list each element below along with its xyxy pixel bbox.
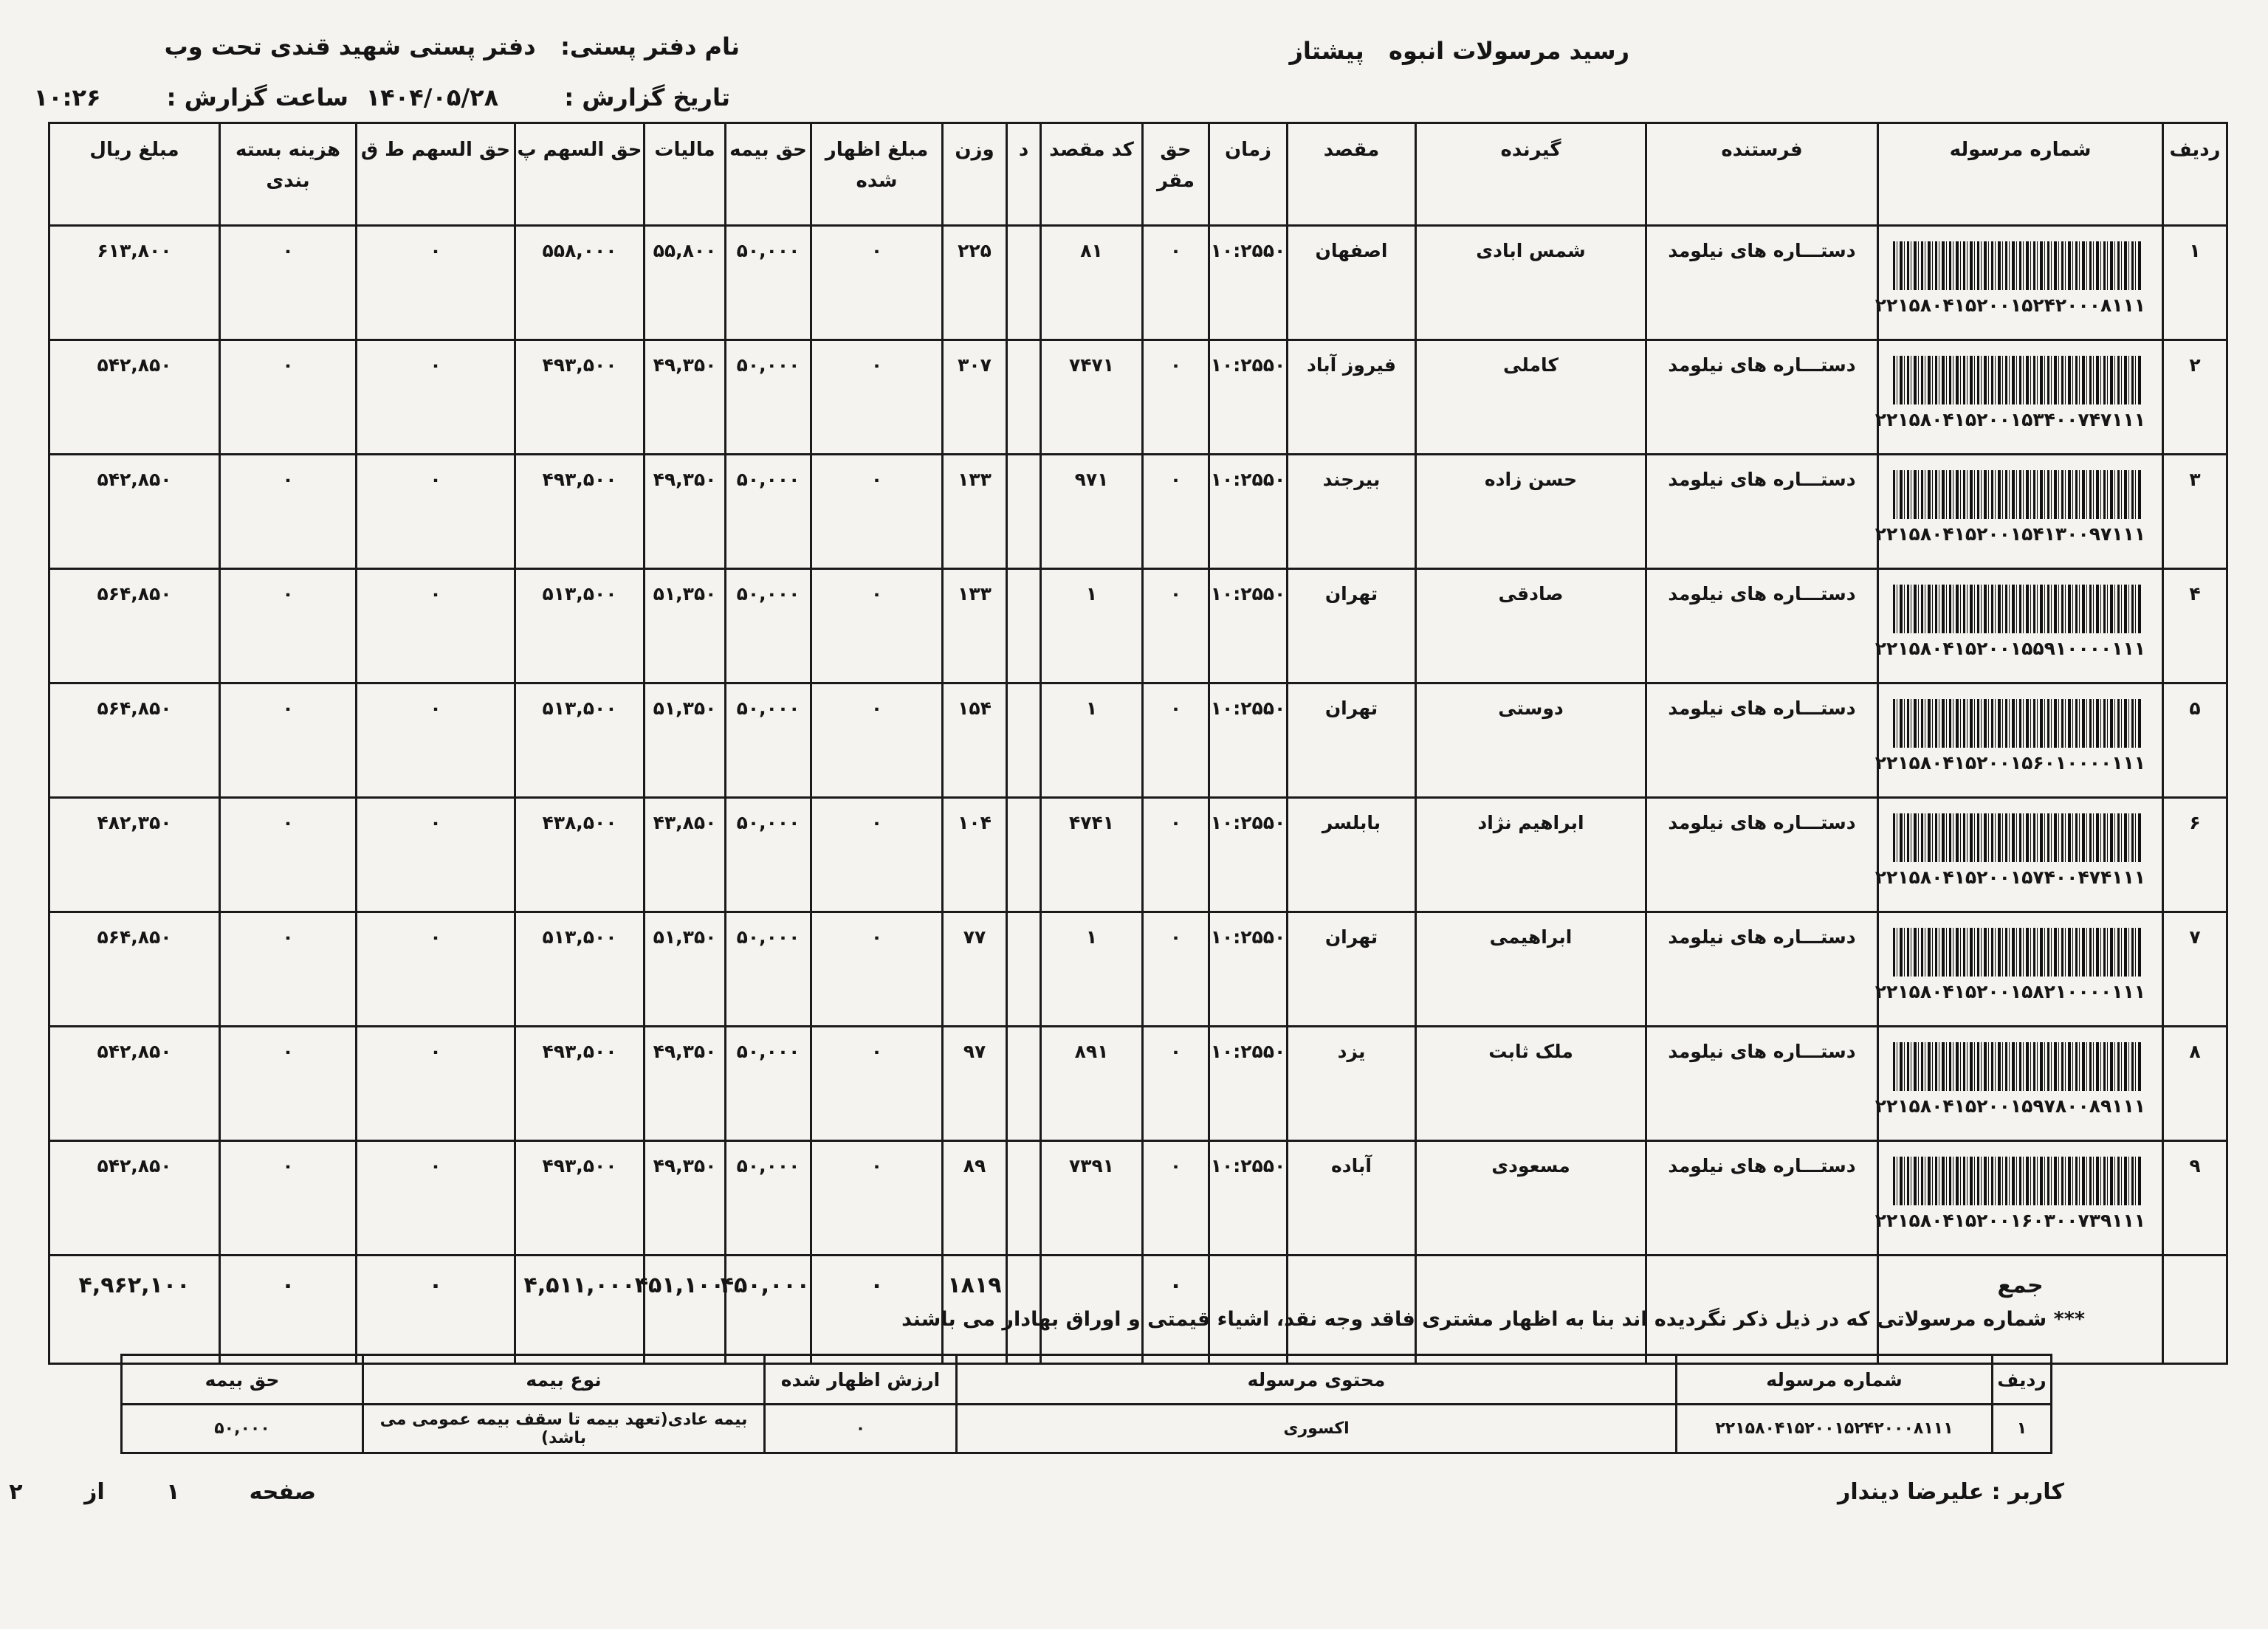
table-cell: ۵۴۲,۸۵۰ — [49, 1027, 220, 1141]
table-cell: ابراهیم نژاد — [1416, 798, 1646, 912]
table-cell: دستـــاره های نیلومد — [1646, 683, 1878, 798]
column-header: مبلغ ریال — [49, 123, 220, 226]
table-cell: ۹ — [2163, 1141, 2227, 1256]
table-cell: ۵۵۸,۰۰۰ — [515, 226, 645, 340]
table-cell: ۵۰,۰۰۰ — [726, 912, 811, 1027]
insurance-column-header: ردیف — [1993, 1355, 2052, 1405]
table-cell: ۲ — [2163, 340, 2227, 455]
table-cell: ۰ — [1143, 1141, 1209, 1256]
table-cell: ۸۹ — [943, 1141, 1007, 1256]
table-cell: ۸ — [2163, 1027, 2227, 1141]
table-cell: ۰ — [811, 569, 943, 683]
shipments-table — [48, 122, 2228, 1365]
user-info — [1838, 1479, 2064, 1505]
table-cell: تهران — [1288, 683, 1416, 798]
table-cell: ۵۱,۳۵۰ — [645, 569, 726, 683]
table-cell: ۵۰,۰۰۰ — [726, 683, 811, 798]
barcode-image — [1893, 1042, 2141, 1091]
table-cell: ۱ — [1041, 912, 1143, 1027]
tracking-number-cell — [1874, 912, 2163, 1027]
table-cell: ملک ثابت — [1416, 1027, 1646, 1141]
insurance-table — [120, 1354, 2052, 1454]
table-cell — [1007, 226, 1041, 340]
insurance-column-header: نوع بیمه — [363, 1355, 765, 1405]
column-header: مالیات — [645, 123, 726, 226]
barcode-image — [1893, 813, 2141, 862]
table-cell: ۴۹۳,۵۰۰ — [515, 455, 645, 569]
table-cell: مسعودی — [1416, 1141, 1646, 1256]
barcode-image — [1893, 699, 2141, 748]
table-cell: ۵۰,۰۰۰ — [726, 1141, 811, 1256]
table-cell: ۴۹۳,۵۰۰ — [515, 340, 645, 455]
barcode-image — [1893, 356, 2141, 404]
insurance-cell: ۰ — [765, 1405, 957, 1453]
receipt-title: رسید مرسولات انبوه پیشتاز — [1289, 37, 1629, 65]
table-cell: ۱۰:۲۵۵۰ — [1209, 683, 1288, 798]
table-row — [49, 569, 2227, 683]
tracking-number: ۲۲۱۵۸۰۴۱۵۲۰۰۱۵۲۴۲۰۰۰۸۱۱۱ — [1874, 295, 2145, 316]
barcode-image — [1893, 1157, 2141, 1205]
table-row — [49, 226, 2227, 340]
column-header: حق مقر — [1143, 123, 1209, 226]
column-header: شماره مرسوله — [1878, 123, 2163, 226]
table-cell: ۱۰:۲۵۵۰ — [1209, 455, 1288, 569]
table-cell: ۵۱,۳۵۰ — [645, 683, 726, 798]
table-cell: ۴۹۳,۵۰۰ — [515, 1141, 645, 1256]
barcode-image — [1893, 241, 2141, 290]
table-cell — [1007, 912, 1041, 1027]
page-of: از — [84, 1479, 105, 1505]
total-weight: ۱۸۱۹ — [943, 1256, 1007, 1364]
table-cell: ۰ — [357, 798, 515, 912]
table-cell: ۵۴۲,۸۵۰ — [49, 455, 220, 569]
table-cell: شمس ابادی — [1416, 226, 1646, 340]
tracking-number-cell — [1874, 683, 2163, 798]
table-cell: ۰ — [811, 340, 943, 455]
table-row — [49, 912, 2227, 1027]
tracking-number-cell — [1874, 569, 2163, 683]
table-cell — [1007, 683, 1041, 798]
table-cell: ۱۰:۲۵۵۰ — [1209, 569, 1288, 683]
table-cell: دستـــاره های نیلومد — [1646, 340, 1878, 455]
table-cell: ۰ — [220, 683, 357, 798]
table-cell: ۵۱۳,۵۰۰ — [515, 683, 645, 798]
total-share-p: ۴,۵۱۱,۰۰۰ — [515, 1256, 645, 1364]
column-header: حق السهم ط ق — [357, 123, 515, 226]
column-header: هزینه بسته بندی — [220, 123, 357, 226]
table-row — [49, 683, 2227, 798]
table-cell: ۰ — [220, 1141, 357, 1256]
report-date-value: ۱۴۰۴/۰۵/۲۸ — [365, 83, 499, 111]
table-cell — [1007, 798, 1041, 912]
table-cell: ۱۰:۲۵۵۰ — [1209, 1141, 1288, 1256]
total-share-tq: ۰ — [357, 1256, 515, 1364]
insurance-row — [122, 1405, 2052, 1453]
table-cell: ۱۰:۲۵۵۰ — [1209, 912, 1288, 1027]
tracking-number: ۲۲۱۵۸۰۴۱۵۲۰۰۱۵۳۴۰۰۷۴۷۱۱۱ — [1874, 409, 2145, 430]
table-cell: ابراهیمی — [1416, 912, 1646, 1027]
tracking-number-cell — [1874, 1027, 2163, 1141]
report-time — [34, 83, 348, 111]
total-amount-rial: ۴,۹۶۲,۱۰۰ — [49, 1256, 220, 1364]
report-time-value: ۱۰:۲۶ — [33, 83, 101, 111]
total-declared: ۰ — [811, 1256, 943, 1364]
table-cell: ۲۲۵ — [943, 226, 1007, 340]
table-cell: ۳۰۷ — [943, 340, 1007, 455]
table-cell: دستـــاره های نیلومد — [1646, 569, 1878, 683]
insurance-column-header: ارزش اظهار شده — [765, 1355, 957, 1405]
table-cell: ۱۳۳ — [943, 569, 1007, 683]
table-cell: ۰ — [357, 226, 515, 340]
table-cell: ۹۷۱ — [1041, 455, 1143, 569]
table-cell: بابلسر — [1288, 798, 1416, 912]
insurance-column-header: حق بیمه — [122, 1355, 363, 1405]
service-type: پیشتاز — [1289, 37, 1364, 65]
table-cell: ۰ — [220, 569, 357, 683]
table-cell: ۸۱ — [1041, 226, 1143, 340]
table-cell: ۵۰,۰۰۰ — [726, 226, 811, 340]
table-row — [49, 1027, 2227, 1141]
report-time-label: ساعت گزارش : — [166, 83, 348, 111]
table-cell: ۰ — [811, 683, 943, 798]
column-header: ردیف — [2163, 123, 2227, 226]
table-cell: ۰ — [220, 455, 357, 569]
column-header: زمان — [1209, 123, 1288, 226]
table-cell: ۰ — [357, 340, 515, 455]
table-cell: ۷۷ — [943, 912, 1007, 1027]
insurance-column-header: محتوی مرسوله — [957, 1355, 1677, 1405]
office-value: دفتر پستی شهید قندی تحت وب — [164, 32, 536, 61]
column-header: وزن — [943, 123, 1007, 226]
report-date-label: تاریخ گزارش : — [564, 83, 730, 111]
table-cell — [1007, 1027, 1041, 1141]
table-cell: ۱ — [2163, 226, 2227, 340]
tracking-number: ۲۲۱۵۸۰۴۱۵۲۰۰۱۵۶۰۱۰۰۰۰۱۱۱ — [1874, 752, 2145, 774]
table-cell: ۰ — [1143, 798, 1209, 912]
table-cell — [1007, 340, 1041, 455]
insurance-header-row — [122, 1355, 2052, 1405]
table-cell: ۱ — [1041, 683, 1143, 798]
column-header: مبلغ اظهار شده — [811, 123, 943, 226]
column-header: د — [1007, 123, 1041, 226]
table-cell: ۵۱۳,۵۰۰ — [515, 912, 645, 1027]
table-cell: ۰ — [1143, 912, 1209, 1027]
table-cell: ۸۹۱ — [1041, 1027, 1143, 1141]
table-cell: ۴۹,۳۵۰ — [645, 340, 726, 455]
table-cell: دستـــاره های نیلومد — [1646, 1141, 1878, 1256]
table-cell: ۰ — [357, 569, 515, 683]
table-cell: ۰ — [811, 1027, 943, 1141]
insurance-cell: بیمه عادی(تعهد بیمه تا سقف بیمه عمومی می باشد) — [363, 1405, 765, 1453]
table-cell: کاملی — [1416, 340, 1646, 455]
page-total: ۲ — [9, 1479, 23, 1505]
table-cell: ۰ — [220, 1027, 357, 1141]
table-cell: ۰ — [1143, 455, 1209, 569]
insurance-cell: ۱ — [1993, 1405, 2052, 1453]
table-cell: ۷ — [2163, 912, 2227, 1027]
column-header: گیرنده — [1416, 123, 1646, 226]
table-cell: ۱۰:۲۵۵۰ — [1209, 798, 1288, 912]
table-cell — [1007, 1141, 1041, 1256]
table-row — [49, 455, 2227, 569]
table-cell: دستـــاره های نیلومد — [1646, 1027, 1878, 1141]
table-cell: ۴۷۴۱ — [1041, 798, 1143, 912]
table-cell: اصفهان — [1288, 226, 1416, 340]
total-packing: ۰ — [220, 1256, 357, 1364]
total-tax: ۴۵۱,۱۰۰ — [645, 1256, 726, 1364]
insurance-cell: ۲۲۱۵۸۰۴۱۵۲۰۰۱۵۲۴۲۰۰۰۸۱۱۱ — [1677, 1405, 1993, 1453]
tracking-number: ۲۲۱۵۸۰۴۱۵۲۰۰۱۵۵۹۱۰۰۰۰۱۱۱ — [1874, 638, 2145, 659]
table-cell: ۰ — [811, 226, 943, 340]
table-cell: ۵۶۴,۸۵۰ — [49, 683, 220, 798]
table-cell — [1007, 569, 1041, 683]
table-cell: ۵۶۴,۸۵۰ — [49, 912, 220, 1027]
table-cell: دستـــاره های نیلومد — [1646, 455, 1878, 569]
office-label: نام دفتر پستی: — [560, 32, 740, 61]
table-cell: ۵۰,۰۰۰ — [726, 1027, 811, 1141]
page-current: ۱ — [166, 1479, 180, 1505]
table-cell: ۴۳۸,۵۰۰ — [515, 798, 645, 912]
table-cell: بیرجند — [1288, 455, 1416, 569]
table-cell: ۰ — [357, 1141, 515, 1256]
table-cell: ۰ — [1143, 1027, 1209, 1141]
total-label: جمع — [1878, 1256, 2163, 1364]
table-cell: ۷۳۹۱ — [1041, 1141, 1143, 1256]
table-cell: ۱ — [1041, 569, 1143, 683]
table-cell: صادقی — [1416, 569, 1646, 683]
table-cell — [1007, 455, 1041, 569]
table-cell: ۳ — [2163, 455, 2227, 569]
column-header: حق بیمه — [726, 123, 811, 226]
table-cell: یزد — [1288, 1027, 1416, 1141]
tracking-number: ۲۲۱۵۸۰۴۱۵۲۰۰۱۵۸۲۱۰۰۰۰۱۱۱ — [1874, 981, 2145, 1002]
table-cell: ۵۰,۰۰۰ — [726, 569, 811, 683]
table-cell: ۴۹,۳۵۰ — [645, 455, 726, 569]
table-cell: ۱۳۳ — [943, 455, 1007, 569]
table-cell: ۴۹,۳۵۰ — [645, 1141, 726, 1256]
page-label: صفحه — [249, 1479, 316, 1505]
total-haq-maqar: ۰ — [1143, 1256, 1209, 1364]
column-header: مقصد — [1288, 123, 1416, 226]
barcode-image — [1893, 470, 2141, 519]
table-cell: ۹۷ — [943, 1027, 1007, 1141]
tracking-number: ۲۲۱۵۸۰۴۱۵۲۰۰۱۶۰۳۰۰۷۳۹۱۱۱ — [1874, 1210, 2145, 1231]
column-header: حق السهم پ — [515, 123, 645, 226]
table-cell: تهران — [1288, 569, 1416, 683]
table-header-row — [49, 123, 2227, 226]
table-cell: ۰ — [811, 455, 943, 569]
tracking-number: ۲۲۱۵۸۰۴۱۵۲۰۰۱۵۹۷۸۰۰۸۹۱۱۱ — [1874, 1095, 2145, 1117]
tracking-number: ۲۲۱۵۸۰۴۱۵۲۰۰۱۵۴۱۳۰۰۹۷۱۱۱ — [1874, 523, 2145, 545]
table-cell: ۵۴۲,۸۵۰ — [49, 340, 220, 455]
table-cell: ۰ — [220, 798, 357, 912]
table-cell: ۶۱۳,۸۰۰ — [49, 226, 220, 340]
tracking-number: ۲۲۱۵۸۰۴۱۵۲۰۰۱۵۷۴۰۰۴۷۴۱۱۱ — [1874, 867, 2145, 888]
table-cell: آباده — [1288, 1141, 1416, 1256]
tracking-number-cell — [1874, 1141, 2163, 1256]
table-cell: ۴۹۳,۵۰۰ — [515, 1027, 645, 1141]
table-cell: دوستی — [1416, 683, 1646, 798]
table-cell: ۰ — [220, 340, 357, 455]
barcode-image — [1893, 585, 2141, 633]
table-cell: ۶ — [2163, 798, 2227, 912]
table-cell: ۰ — [811, 798, 943, 912]
table-cell: دستـــاره های نیلومد — [1646, 798, 1878, 912]
table-cell: ۵ — [2163, 683, 2227, 798]
table-cell: ۰ — [357, 912, 515, 1027]
table-cell: ۱۰۴ — [943, 798, 1007, 912]
table-cell: ۵۱۳,۵۰۰ — [515, 569, 645, 683]
table-cell: ۵۱,۳۵۰ — [645, 912, 726, 1027]
user-name: علیرضا دیندار — [1838, 1479, 1984, 1505]
table-cell: ۷۴۷۱ — [1041, 340, 1143, 455]
table-cell: ۰ — [1143, 226, 1209, 340]
page-number — [9, 1479, 316, 1505]
table-cell: ۰ — [357, 1027, 515, 1141]
table-cell: ۱۰:۲۵۵۰ — [1209, 340, 1288, 455]
column-header: کد مقصد — [1041, 123, 1143, 226]
table-cell: ۰ — [1143, 683, 1209, 798]
table-cell: ۰ — [1143, 340, 1209, 455]
table-cell: ۵۵,۸۰۰ — [645, 226, 726, 340]
table-cell: فیروز آباد — [1288, 340, 1416, 455]
office-name — [165, 32, 740, 61]
table-cell: ۰ — [220, 226, 357, 340]
table-cell: ۵۴۲,۸۵۰ — [49, 1141, 220, 1256]
table-cell: ۴ — [2163, 569, 2227, 683]
table-cell: ۵۶۴,۸۵۰ — [49, 569, 220, 683]
table-cell: ۴۳,۸۵۰ — [645, 798, 726, 912]
table-cell: ۰ — [357, 683, 515, 798]
table-row — [49, 340, 2227, 455]
table-cell: حسن زاده — [1416, 455, 1646, 569]
table-cell: ۰ — [1143, 569, 1209, 683]
tracking-number-cell — [1874, 798, 2163, 912]
table-cell: ۱۵۴ — [943, 683, 1007, 798]
table-cell: ۰ — [357, 455, 515, 569]
table-cell: ۱۰:۲۵۵۰ — [1209, 1027, 1288, 1141]
table-cell: ۰ — [811, 1141, 943, 1256]
table-cell: دستـــاره های نیلومد — [1646, 912, 1878, 1027]
table-cell: تهران — [1288, 912, 1416, 1027]
table-cell: دستـــاره های نیلومد — [1646, 226, 1878, 340]
column-header: فرستنده — [1646, 123, 1878, 226]
table-cell: ۵۰,۰۰۰ — [726, 340, 811, 455]
table-cell: ۵۰,۰۰۰ — [726, 798, 811, 912]
insurance-column-header: شماره مرسوله — [1677, 1355, 1993, 1405]
declaration-note: *** شماره مرسولاتی که در ذیل ذکر نگردیده اند بنا به اظهار مشتری فاقد وجه نقد، اشیاء قیمتی و اوراق بهادار می باشند — [901, 1308, 2085, 1331]
barcode-image — [1893, 928, 2141, 977]
total-insurance: ۴۵۰,۰۰۰ — [726, 1256, 811, 1364]
total-empty-cell — [2163, 1256, 2227, 1364]
insurance-cell: ۵۰,۰۰۰ — [122, 1405, 363, 1453]
tracking-number-cell — [1874, 226, 2163, 340]
table-cell: ۰ — [811, 912, 943, 1027]
tracking-number-cell — [1874, 340, 2163, 455]
insurance-cell: اکسوری — [957, 1405, 1677, 1453]
table-cell: ۵۰,۰۰۰ — [726, 455, 811, 569]
table-cell: ۴۹,۳۵۰ — [645, 1027, 726, 1141]
table-row — [49, 1141, 2227, 1256]
table-row — [49, 798, 2227, 912]
table-cell: ۴۸۲,۳۵۰ — [49, 798, 220, 912]
table-cell: ۰ — [220, 912, 357, 1027]
user-label: کاربر : — [1991, 1479, 2064, 1505]
tracking-number-cell — [1874, 455, 2163, 569]
table-cell: ۱۰:۲۵۵۰ — [1209, 226, 1288, 340]
report-date — [366, 83, 730, 111]
